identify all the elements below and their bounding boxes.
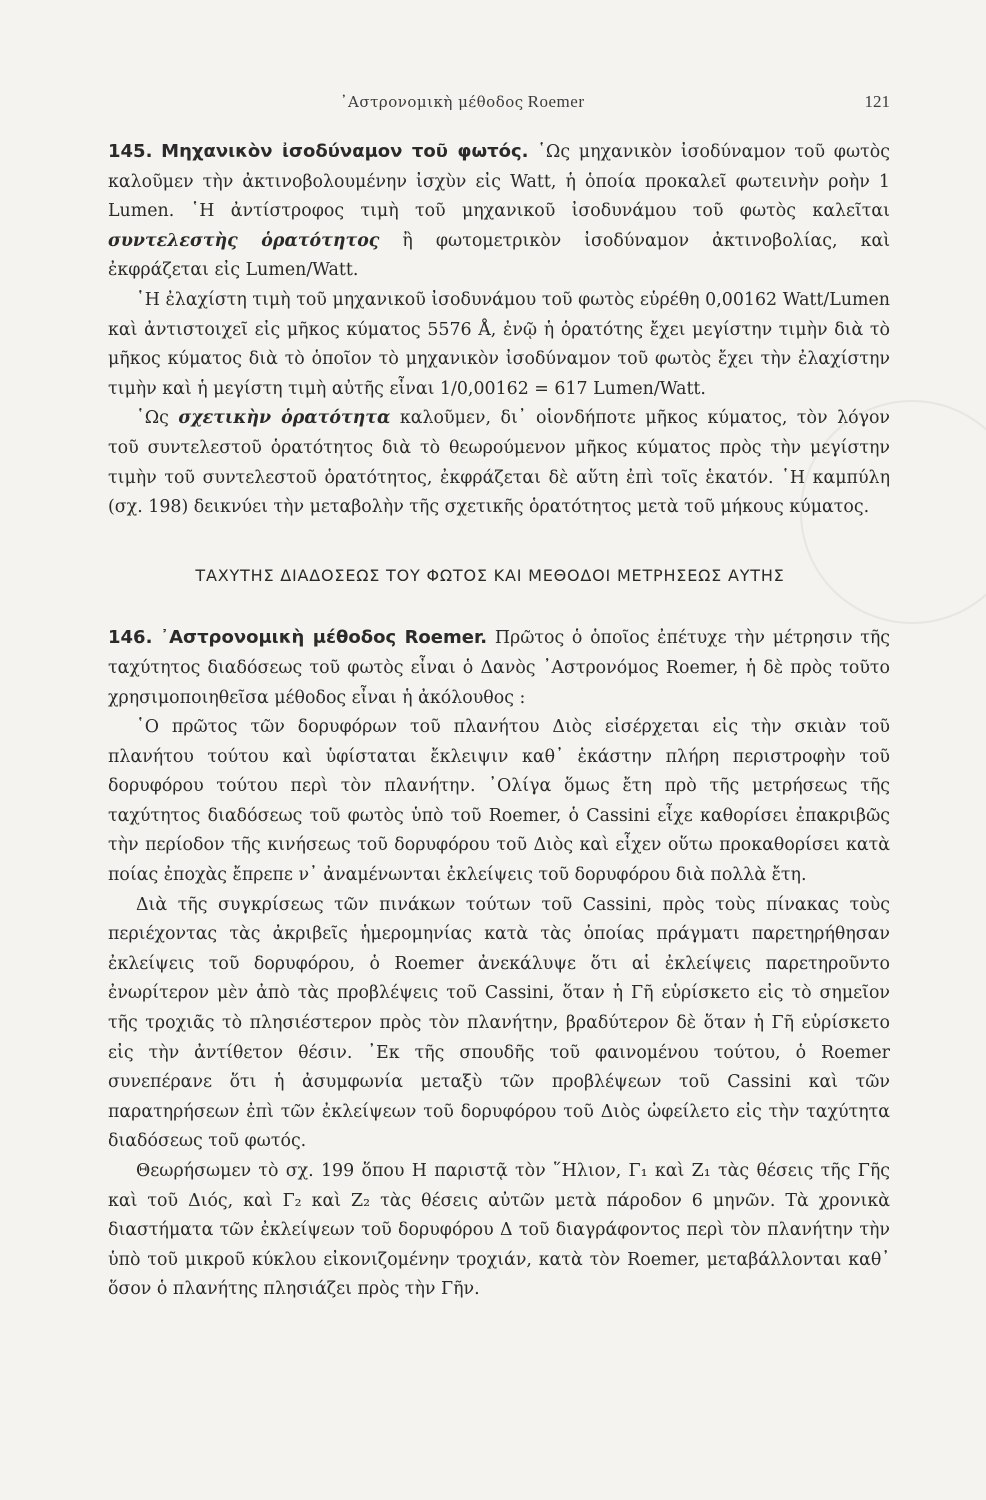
- section-145-paragraph-1: 145. Μηχανικὸν ἰσοδύναμον τοῦ φωτός. ῾Ως μηχανικὸν ἰσοδύναμον τοῦ φωτὸς καλοῦμεν τὴν ἀκτινοβολουμένην ἰσχὺν εἰς Watt, ἡ ὁποία προκαλεῖ φωτεινὴν ροὴν 1 Lumen. ῾Η ἀντίστροφος τιμὴ τοῦ μηχανικοῦ ἰσοδυνάμου τοῦ φωτὸς καλεῖται συντελεστὴς ὁρατότητος ἢ φωτομετρικὸν ἰσοδύναμον ἀκτινοβολίας, καὶ ἐκφράζεται εἰς Lumen/Watt.: [108, 141, 891, 281]
- section-146-paragraph-3: Διὰ τῆς συγκρίσεως τῶν πινάκων τούτων τοῦ Cassini, πρὸς τοὺς πίνακας τοὺς περιέχοντας τὰς ἀκριβεῖς ἡμερομηνίας κατὰ τὰς ὁποίας πράγματι παρετηρήθησαν ἐκλείψεις τοῦ δορυφόρου, ὁ Roemer ἀνεκάλυψε ὅτι αἱ ἐκλείψεις παρετηροῦντο ἐνωρίτερον μὲν ἀπὸ τὰς προβλέψεις τοῦ Cassini, ὅταν ἡ Γῆ εὑρίσκετο εἰς τὸ σημεῖον τῆς τροχιᾶς τὸ πλησιέστερον πρὸς τὸν πλανήτην, βραδύτερον δὲ ὅταν ἡ Γῆ εὑρίσκετο εἰς τὴν ἀντίθετον θέσιν. ᾽Εκ τῆς σπουδῆς τοῦ φαινομένου τούτου, ὁ Roemer συνεπέρανε ὅτι ἡ ἀσυμφωνία μεταξὺ τῶν προβλέψεων τοῦ Cassini καὶ τῶν παρατηρήσεων ἐπὶ τῶν ἐκλείψεων τοῦ δορυφόρου τοῦ Διὸς ὠφείλετο εἰς τὴν ταχύτητα διαδόσεως τοῦ φωτός.: [108, 894, 890, 1152]
- section-146-title: ᾽Αστρονομικὴ μέθοδος Roemer.: [160, 627, 488, 649]
- running-head: [108, 92, 890, 114]
- term-visibility-coefficient: συντελεστὴς ὁρατότητος: [108, 230, 380, 251]
- section-145-number: 145.: [108, 141, 153, 162]
- section-146-paragraph-4: Θεωρήσωμεν τὸ σχ. 199 ὅπου Η παριστᾷ τὸν ῞Ηλιον, Γ₁ καὶ Ζ₁ τὰς θέσεις τῆς Γῆς καὶ τοῦ Διός, καὶ Γ₂ καὶ Ζ₂ τὰς θέσεις αὐτῶν μετὰ πάροδον 6 μηνῶν. Τὰ χρονικὰ διαστήματα τῶν ἐκλείψεων τοῦ δορυφόρου Δ τοῦ διαγράφοντος περὶ τὸν πλανήτην τὴν ὑπὸ τοῦ μικροῦ κύκλου εἰκονιζομένην τροχιάν, κατὰ τὸν Roemer, μεταβάλλονται καθ᾽ ὅσον ὁ πλανήτης πλησιάζει πρὸς τὴν Γῆν.: [108, 1161, 890, 1300]
- chapter-heading: ΤΑΧΥΤΗΣ ΔΙΑΔΟΣΕΩΣ ΤΟΥ ΦΩΤΟΣ ΚΑΙ ΜΕΘΟΔΟΙ ΜΕΤΡΗΣΕΩΣ ΑΥΤΗΣ: [195, 565, 785, 585]
- book-page: [108, 92, 890, 1305]
- section-146-paragraph-2: ῾Ο πρῶτος τῶν δορυφόρων τοῦ πλανήτου Διὸς εἰσέρχεται εἰς τὴν σκιὰν τοῦ πλανήτου τούτου καὶ ὑφίσταται ἔκλειψιν καθ᾽ ἑκάστην πλήρη περιστροφὴν τοῦ δορυφόρου τούτου περὶ τὸν πλανήτην. ᾽Ολίγα ὅμως ἔτη πρὸ τῆς μετρήσεως τῆς ταχύτητος διαδόσεως τοῦ φωτὸς ὑπὸ τοῦ Roemer, ὁ Cassini εἶχε καθορίσει ἐπακριβῶς τὴν περίοδον τῆς κινήσεως τοῦ δορυφόρου τοῦ Διὸς καὶ εἶχεν οὕτω προκαθορίσει κατὰ ποίας ἐποχὰς ἔπρεπε ν᾽ ἀναμένωνται ἐκλείψεις τοῦ δορυφόρου διὰ πολλὰ ἔτη.: [108, 717, 890, 886]
- section-145-title: Μηχανικὸν ἰσοδύναμον τοῦ φωτός.: [161, 141, 529, 162]
- section-146-paragraph-1: 146. ᾽Αστρονομικὴ μέθοδος Roemer. Πρῶτος ὁ ὁποῖος ἐπέτυχε τὴν μέτρησιν τῆς ταχύτητος διαδόσεως τοῦ φωτὸς εἶναι ὁ Δανὸς ᾽Αστρονόμος Roemer, ἡ δὲ πρὸς τοῦτο χρησιμοποιηθεῖσα μέθοδος εἶναι ἡ ἀκόλουθος :: [108, 627, 891, 708]
- term-relative-visibility: σχετικὴν ὁρατότητα: [178, 408, 391, 429]
- body-text: [108, 137, 890, 1305]
- section-146-number: 146.: [108, 627, 153, 649]
- section-145-paragraph-3: ῾Ως σχετικὴν ὁρατότητα καλοῦμεν, δι᾽ οἱονδήποτε μῆκος κύματος, τὸν λόγον τοῦ συντελεστοῦ ὁρατότητος διὰ τὸ θεωρούμενον μῆκος κύματος πρὸς τὴν μεγίστην τιμὴν τοῦ συντελεστοῦ ὁρατότητος, ἐκφράζεται δὲ αὕτη ἐπὶ τοῖς ἑκατόν. ῾Η καμπύλη (σχ. 198) δεικνύει τὴν μεταβολὴν τῆς σχετικῆς ὁρατότητος μετὰ τοῦ μήκους κύματος.: [108, 408, 891, 518]
- page-number: 121: [864, 92, 890, 111]
- section-145-paragraph-2: ῾Η ἐλαχίστη τιμὴ τοῦ μηχανικοῦ ἰσοδυνάμου τοῦ φωτὸς εὑρέθη 0,00162 Watt/Lumen καὶ ἀντιστοιχεῖ εἰς μῆκος κύματος 5576 Å, ἐνῷ ἡ ὁρατότης ἔχει μεγίστην τιμὴν διὰ τὸ μῆκος κύματος διὰ τὸ ὁποῖον τὸ μηχανικὸν ἰσοδύναμον τοῦ φωτὸς ἔχει τὴν ἐλαχίστην τιμὴν καὶ ἡ μεγίστη τιμὴ αὐτῆς εἶναι 1/0,00162 = 617 Lumen/Watt.: [108, 289, 890, 399]
- running-head-title: ᾽Αστρονομικὴ μέθοδος Roemer: [340, 92, 585, 111]
- running-head-title-latin: Roemer: [527, 92, 585, 111]
